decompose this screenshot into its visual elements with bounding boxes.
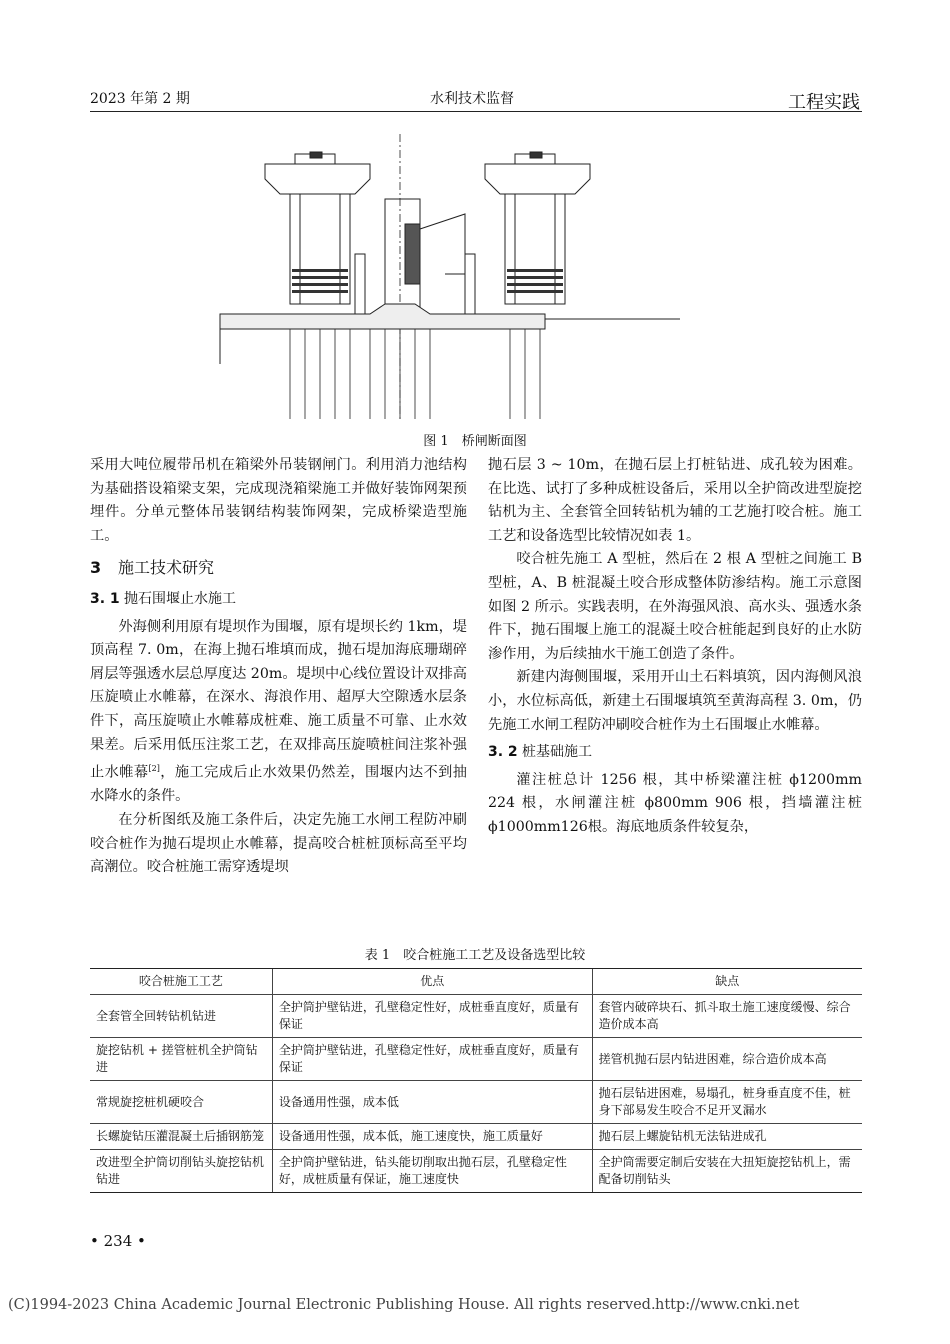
table-cell: 设备通用性强，成本低 — [272, 1081, 592, 1124]
comparison-table — [90, 968, 862, 1193]
section-3-heading — [90, 556, 467, 580]
left-para-3: 在分析图纸及施工条件后，决定先施工水闸工程防冲刷咬合桩作为抛石堤坝止水帷幕，提高咬合桩桩顶标高至平均高潮位。咬合桩施工需穿透堤坝 — [90, 812, 467, 876]
table-row — [90, 1081, 862, 1124]
journal-issue: 2023 年第 2 期 — [90, 91, 190, 107]
right-para-3: 新建内海侧围堰，采用开山土石料填筑，因内海侧风浪小，水位标高低，新建土石围堰填筑至黄海高程 3. 0m，仍先施工水闸工程防冲刷咬合桩作为土石围堰止水帷幕。 — [488, 669, 862, 733]
table-cell: 全套管全回转钻机钻进 — [90, 995, 272, 1038]
table-title: 表 1 咬合桩施工工艺及设备选型比较 — [364, 948, 586, 963]
cnki-link[interactable]: http://www.cnki.net — [655, 1297, 800, 1313]
table-cell: 改进型全护筒切削钻头旋挖钻机钻进 — [90, 1150, 272, 1193]
right-para-2: 咬合桩先施工 A 型桩，然后在 2 根 A 型桩之间施工 B 型桩，A、B 桩混凝土咬合形成整体防渗结构。施工示意图如图 2 所示。实践表明，在外海强风浪、高水头、强透水条件下，抛石围堰上施工的混凝土咬合桩能起到良好的止水防渗作用，为后续抽水干施工创造了条件。 — [488, 551, 862, 662]
right-para-4: 灌注桩总计 1256 根，其中桥梁灌注桩 ϕ1200mm 224 根，水闸灌注桩 ϕ800mm 906 根，挡墙灌注桩ϕ1000mm126根。海底地质条件较复杂， — [488, 771, 862, 835]
table-cell: 搓管机抛石层内钻进困难，综合造价成本高 — [592, 1038, 862, 1081]
table-row — [90, 1124, 862, 1150]
table-header: 缺点 — [592, 969, 862, 995]
table-cell: 套管内破碎块石、抓斗取土施工速度缓慢、综合造价成本高 — [592, 995, 862, 1038]
table-cell: 全护筒需要定制后安装在大扭矩旋挖钻机上，需配备切削钻头 — [592, 1150, 862, 1193]
section-3-title: 施工技术研究 — [118, 558, 215, 578]
table-row — [90, 995, 862, 1038]
section-3-number: 3 — [90, 558, 102, 578]
section-3-2-title: 桩基础施工 — [522, 744, 592, 761]
section-3-1-heading — [90, 588, 467, 612]
left-para-2 — [90, 616, 467, 809]
table-cell: 常规旋挖桩机硬咬合 — [90, 1081, 272, 1124]
table-header: 咬合桩施工工艺 — [90, 969, 272, 995]
copyright-text: (C)1994-2023 China Academic Journal Electronic Publishing House. All rights reserved. — [8, 1297, 656, 1313]
right-column — [488, 454, 862, 840]
table-row — [90, 1150, 862, 1193]
page-number: • 234 • — [90, 1232, 146, 1250]
table-header-row — [90, 969, 862, 995]
table-cell: 长螺旋钻压灌混凝土后插钢筋笼 — [90, 1124, 272, 1150]
section-3-2-heading — [488, 741, 862, 765]
reference-2: [2] — [148, 764, 160, 774]
table-cell: 全护筒护壁钻进，钻头能切削取出抛石层，孔壁稳定性好，成桩质量有保证，施工速度快 — [272, 1150, 592, 1193]
table-cell: 抛石层钻进困难，易塌孔，桩身垂直度不佳，桩身下部易发生咬合不足开叉漏水 — [592, 1081, 862, 1124]
section-3-2-number: 3. 2 — [488, 744, 518, 761]
table-cell: 抛石层上螺旋钻机无法钻进成孔 — [592, 1124, 862, 1150]
figure-caption: 图 1 桥闸断面图 — [423, 434, 527, 449]
table-cell: 旋挖钻机 + 搓管桩机全护筒钻进 — [90, 1038, 272, 1081]
bridge-section-drawing — [210, 134, 750, 424]
table-cell: 全护筒护壁钻进，孔壁稳定性好，成桩垂直度好，质量有保证 — [272, 1038, 592, 1081]
left-para-2-text: 外海侧利用原有堤坝作为围堰，原有堤坝长约 1km，堤顶高程 7. 0m，在海上抛石堆填而成，抛石堤加海底珊瑚碎屑层等强透水层总厚度达 20m。堤坝中心线位置设计双排高压旋喷止水帷幕，在深水、海浪作用、超厚大空隙透水层条件下，高压旋喷止水帷幕成桩难、施工质量不可靠、止水效果差。后采用低压注浆工艺，在双排高压旋喷桩间注浆补强止水帷幕 — [90, 618, 467, 781]
right-para-1: 抛石层 3 ~ 10m，在抛石层上打桩钻进、成孔较为困难。在比选、试打了多种成桩设备后，采用以全护筒改进型旋挖钻机为主、全套管全回转钻机为辅的工艺施打咬合桩。施工工艺和设备选型比较情况如表 1。 — [488, 457, 862, 544]
section-3-1-number: 3. 1 — [90, 590, 120, 607]
table-cell: 设备通用性强，成本低，施工速度快，施工质量好 — [272, 1124, 592, 1150]
table-header: 优点 — [272, 969, 592, 995]
table-row — [90, 1038, 862, 1081]
left-column — [90, 454, 467, 880]
table-cell: 全护筒护壁钻进，孔壁稳定性好，成桩垂直度好，质量有保证 — [272, 995, 592, 1038]
section-3-1-title: 抛石围堰止水施工 — [124, 590, 236, 607]
header-rule — [90, 111, 862, 112]
left-para-1: 采用大吨位履带吊机在箱梁外吊装钢闸门。利用消力池结构为基础搭设箱梁支架，完成现浇箱梁施工并做好装饰网架预埋件。分单元整体吊装钢结构装饰网架，完成桥梁造型施工。 — [90, 457, 467, 544]
left-para-2-tail: ，施工完成后止水效果仍然差，围堰内达不到抽水降水的条件。 — [90, 764, 467, 805]
journal-title: 水利技术监督 — [430, 91, 514, 107]
section-name: 工程实践 — [788, 92, 860, 113]
